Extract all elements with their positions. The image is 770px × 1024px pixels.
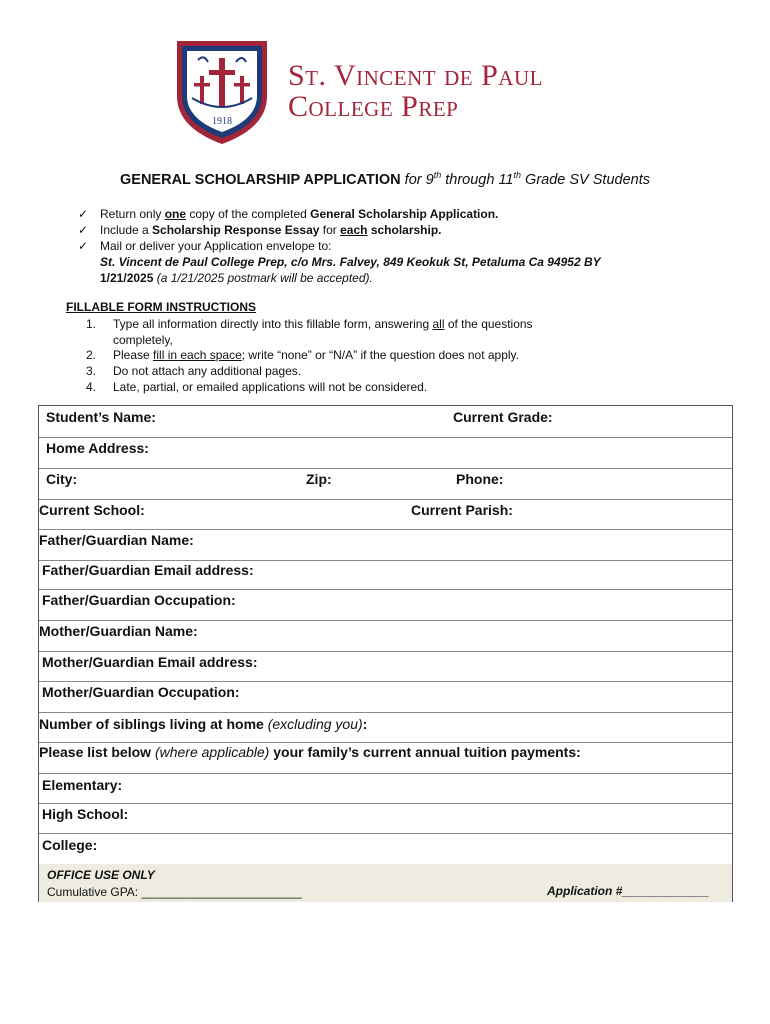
- checkmark-icon: ✓: [78, 239, 89, 253]
- mother-email-label: Mother/Guardian Email address:: [42, 654, 258, 670]
- mother-email-row[interactable]: [39, 651, 732, 682]
- application-number-field[interactable]: Application #_____________: [547, 884, 710, 898]
- title-sub: for 9th through 11th Grade SV Students: [404, 170, 650, 188]
- office-use-section: [39, 864, 732, 902]
- school-name-line1: St. Vincent de Paul: [288, 59, 543, 92]
- mother-occupation-label: Mother/Guardian Occupation:: [42, 684, 240, 700]
- checkmark-icon: ✓: [78, 207, 89, 221]
- mailing-address: St. Vincent de Paul College Prep, c/o Mrs. Falvey, 849 Keokuk St, Petaluma Ca 94952 BY: [100, 255, 601, 269]
- current-grade-label: Current Grade:: [453, 409, 553, 425]
- college-label: College:: [42, 837, 98, 853]
- city-label: City:: [46, 471, 78, 487]
- instruction-4: 4. Late, partial, or emailed applications will not be considered.: [86, 379, 428, 394]
- siblings-label: Number of siblings living at home (excluding you):: [39, 716, 368, 732]
- school-crest-logo: [174, 38, 270, 146]
- checklist-item-1: ✓ Return only one copy of the completed General Scholarship Application.: [78, 207, 499, 221]
- checkmark-icon: ✓: [78, 223, 89, 237]
- home-address-label: Home Address:: [46, 440, 149, 456]
- application-form: [38, 405, 733, 902]
- tuition-heading-row: [39, 742, 732, 774]
- mother-occupation-row[interactable]: [39, 681, 732, 713]
- current-parish-label: Current Parish:: [411, 502, 513, 518]
- application-title: [0, 170, 770, 188]
- crest-year: 1918: [212, 116, 232, 127]
- father-email-row[interactable]: [39, 560, 732, 590]
- instruction-3: 3. Do not attach any additional pages.: [86, 364, 302, 379]
- current-school-label: Current School:: [39, 502, 145, 518]
- father-occupation-row[interactable]: [39, 589, 732, 621]
- home-address-row[interactable]: [39, 437, 732, 469]
- father-name-label: Father/Guardian Name:: [39, 532, 194, 548]
- father-occupation-label: Father/Guardian Occupation:: [42, 592, 236, 608]
- siblings-row[interactable]: [39, 712, 732, 743]
- instructions-heading: FILLABLE FORM INSTRUCTIONS: [66, 300, 256, 314]
- deadline: 1/21/2025 (a 1/21/2025 postmark will be accepted).: [100, 271, 373, 285]
- phone-label: Phone:: [456, 471, 504, 487]
- instruction-1: 1. Type all information directly into this fillable form, answering all of the questions: [86, 317, 533, 331]
- college-row[interactable]: [39, 833, 732, 864]
- high-school-row[interactable]: [39, 803, 732, 834]
- instructions-list: 1. Type all information directly into this fillable form, answering all of the questions completely, 2. Please fill in each space; write “none” or “N/A” if the question does not apply. 3. Do not attach any additional pages. 4. Late, partial, or emailed applications will not be considered.: [86, 317, 533, 394]
- school-name: [288, 60, 543, 122]
- zip-label: Zip:: [306, 471, 332, 487]
- school-name-line2: College Prep: [288, 90, 459, 123]
- title-main: GENERAL SCHOLARSHIP APPLICATION: [120, 171, 401, 188]
- mother-name-row[interactable]: [39, 620, 732, 652]
- father-name-row[interactable]: [39, 529, 732, 561]
- high-school-label: High School:: [42, 806, 129, 822]
- tuition-heading: Please list below (where applicable) your family’s current annual tuition payments:: [39, 744, 581, 760]
- instruction-2: 2. Please fill in each space; write “none” or “N/A” if the question does not apply.: [86, 348, 519, 363]
- checklist-item-3: ✓ Mail or deliver your Application envelope to:: [78, 239, 332, 253]
- cumulative-gpa-field[interactable]: Cumulative GPA: ________________________: [47, 885, 302, 899]
- office-use-heading: OFFICE USE ONLY: [47, 868, 155, 882]
- elementary-row[interactable]: [39, 773, 732, 804]
- city-row[interactable]: [39, 468, 732, 500]
- submission-checklist: [78, 206, 601, 286]
- student-row[interactable]: [39, 406, 732, 438]
- father-email-label: Father/Guardian Email address:: [42, 562, 254, 578]
- student-name-label: Student’s Name:: [46, 409, 156, 425]
- checklist-item-2: ✓ Include a Scholarship Response Essay for each scholarship.: [78, 223, 442, 237]
- school-row[interactable]: [39, 499, 732, 530]
- elementary-label: Elementary:: [42, 777, 123, 793]
- mother-name-label: Mother/Guardian Name:: [39, 623, 198, 639]
